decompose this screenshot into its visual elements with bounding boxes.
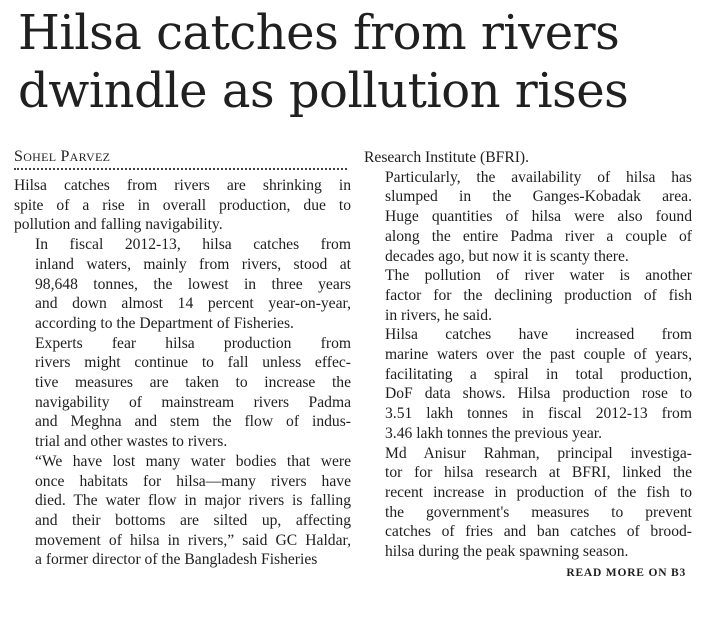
left-column bbox=[14, 148, 351, 570]
text-line: Particularly, the availability of hilsa has bbox=[385, 168, 692, 186]
text-line: 3.46 lakh tonnes the previous year. bbox=[385, 424, 602, 442]
article-paragraph bbox=[14, 176, 351, 235]
text-line: and down almost 14 percent year-on-year, bbox=[35, 295, 351, 313]
text-line: In fiscal 2012-13, hilsa catches from bbox=[35, 236, 351, 254]
text-line: died. The water flow in major rivers is falling bbox=[35, 492, 351, 510]
article-paragraph bbox=[14, 235, 351, 334]
text-line: tive measures are taken to increase the bbox=[35, 374, 351, 392]
text-line: tor for hilsa research at BFRI, linked the bbox=[385, 464, 692, 482]
text-line: Md Anisur Rahman, principal investiga- bbox=[385, 444, 692, 462]
text-line: inland waters, mainly from rivers, stood at bbox=[35, 255, 351, 273]
headline bbox=[18, 4, 698, 120]
article-paragraph bbox=[14, 334, 351, 452]
byline-last-rest: ARVEZ bbox=[69, 150, 111, 164]
byline-first-rest: OHEL bbox=[23, 150, 57, 164]
text-line: catches of fries and ban catches of brood- bbox=[385, 523, 692, 541]
article-paragraph bbox=[364, 325, 692, 443]
article-paragraph bbox=[364, 148, 692, 168]
headline-line-2: dwindle as pollution rises bbox=[18, 63, 629, 119]
text-line: spite of a rise in overall production, due to bbox=[14, 196, 351, 214]
article-paragraph bbox=[14, 452, 351, 570]
text-line: according to the Department of Fisheries. bbox=[35, 314, 294, 332]
text-line: DoF data shows. Hilsa production rose to bbox=[385, 385, 692, 403]
text-line: a former director of the Bangladesh Fisheries bbox=[35, 551, 318, 569]
left-article-body bbox=[14, 176, 351, 570]
text-line: 3.51 lakh tonnes in fiscal 2012-13 from bbox=[385, 405, 692, 423]
text-line: and Meghna and stem the flow of indus- bbox=[35, 413, 351, 431]
read-more-link[interactable]: READ MORE ON B3 bbox=[566, 566, 686, 579]
text-line: pollution and falling navigability. bbox=[14, 216, 223, 234]
text-line: Hilsa catches from rivers are shrinking in bbox=[14, 177, 351, 194]
text-line: marine waters over the past couple of years, bbox=[385, 346, 692, 364]
article-paragraph bbox=[364, 168, 692, 267]
right-article-body bbox=[364, 148, 692, 562]
byline-divider bbox=[14, 168, 347, 170]
text-line: “We have lost many water bodies that were bbox=[35, 452, 351, 470]
text-line: factor for the declining production of fish bbox=[385, 286, 692, 304]
text-line: movement of hilsa in rivers,” said GC Haldar, bbox=[35, 531, 351, 549]
byline-first-initial: S bbox=[14, 148, 24, 165]
text-line: in rivers, he said. bbox=[385, 306, 492, 324]
byline bbox=[14, 148, 351, 166]
text-line: the government's measures to prevent bbox=[385, 503, 692, 521]
text-line: once habitats for hilsa—many rivers have bbox=[35, 472, 351, 490]
text-line: Research Institute (BFRI). bbox=[364, 149, 529, 166]
text-line: along the entire Padma river a couple of bbox=[385, 227, 692, 245]
text-line: recent increase in production of the fish to bbox=[385, 483, 692, 501]
article-paragraph bbox=[364, 444, 692, 562]
text-line: hilsa during the peak spawning season. bbox=[385, 543, 629, 561]
text-line: Huge quantities of hilsa were also found bbox=[385, 208, 692, 226]
text-line: facilitating a spiral in total production, bbox=[385, 365, 692, 383]
text-line: navigability of mainstream rivers Padma bbox=[35, 393, 351, 411]
text-line: and their bottoms are silted up, affecting bbox=[35, 511, 351, 529]
text-line: The pollution of river water is another bbox=[385, 267, 692, 285]
byline-last-initial: P bbox=[60, 148, 70, 165]
article-paragraph bbox=[364, 266, 692, 325]
text-line: trial and other wastes to rivers. bbox=[35, 433, 228, 451]
headline-line-1: Hilsa catches from rivers bbox=[18, 5, 620, 61]
text-line: 98,648 tonnes, the lowest in three years bbox=[35, 275, 351, 293]
text-line: decades ago, but now it is scanty there. bbox=[385, 247, 629, 265]
text-line: slumped in the Ganges-Kobadak area. bbox=[385, 188, 692, 206]
right-column bbox=[364, 148, 692, 583]
text-line: Hilsa catches have increased from bbox=[385, 326, 692, 344]
text-line: Experts fear hilsa production from bbox=[35, 334, 351, 352]
text-line: rivers might continue to fall unless effec- bbox=[35, 354, 351, 372]
